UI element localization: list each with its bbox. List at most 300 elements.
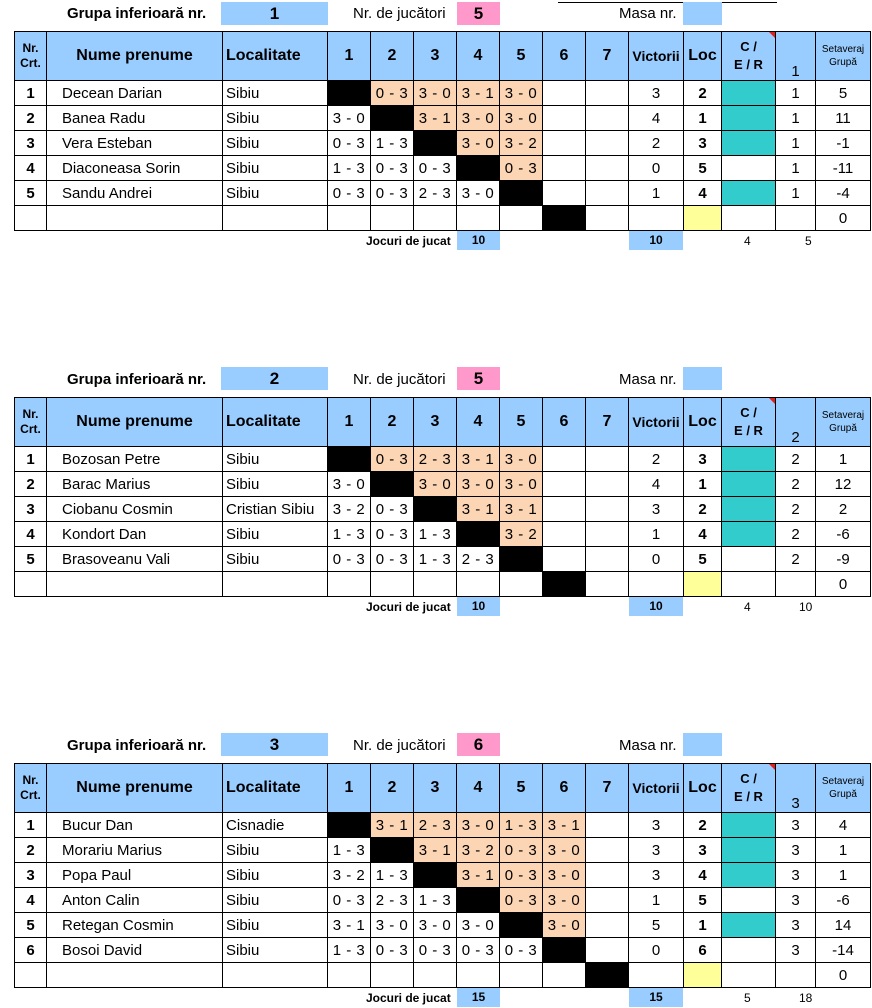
group-title-label: Grupa inferioară nr.: [67, 737, 207, 754]
player-name[interactable]: Banea Radu: [47, 106, 223, 131]
header-col-7: 7: [586, 398, 629, 447]
score-cell[interactable]: 0 - 3: [414, 938, 457, 963]
score-cell[interactable]: 3 - 0: [457, 106, 500, 131]
score-cell[interactable]: [543, 963, 586, 988]
score-cell[interactable]: [586, 497, 629, 522]
group-title-label: Grupa inferioară nr.: [67, 371, 207, 388]
header-col-4: 4: [457, 398, 500, 447]
setaveraj-cell: 0: [816, 963, 871, 988]
score-cell[interactable]: [586, 938, 629, 963]
score-cell[interactable]: [543, 447, 586, 472]
score-cell[interactable]: [543, 106, 586, 131]
player-name[interactable]: Diaconeasa Sorin: [47, 156, 223, 181]
setaveraj-cell: 14: [816, 913, 871, 938]
place-cell: 5: [684, 156, 722, 181]
status-cell[interactable]: [722, 156, 776, 181]
score-cell[interactable]: [586, 813, 629, 838]
row-nr: 4: [15, 888, 47, 913]
status-cell[interactable]: [722, 913, 776, 938]
score-cell[interactable]: [328, 572, 371, 597]
place-cell: 4: [684, 181, 722, 206]
score-cell[interactable]: 0 - 3: [371, 447, 414, 472]
setaveraj-cell: -9: [816, 547, 871, 572]
score-cell[interactable]: 0 - 3: [500, 863, 543, 888]
score-cell[interactable]: 3 - 0: [500, 472, 543, 497]
score-cell[interactable]: [328, 963, 371, 988]
row-nr: 1: [15, 447, 47, 472]
header-wins: Victorii: [629, 764, 684, 813]
group-id-cell: 3: [776, 913, 816, 938]
setaveraj-cell: 1: [816, 863, 871, 888]
score-cell[interactable]: [586, 913, 629, 938]
score-cell[interactable]: [328, 206, 371, 231]
table-number-label: Masa nr.: [619, 5, 677, 22]
score-cell[interactable]: 3 - 0: [457, 813, 500, 838]
group-id-cell: 2: [776, 547, 816, 572]
wins-cell: 3: [629, 81, 684, 106]
header-name: Nume prenume: [47, 32, 223, 81]
place-cell: 1: [684, 913, 722, 938]
player-locality[interactable]: [223, 572, 328, 597]
score-cell[interactable]: 0 - 3: [371, 181, 414, 206]
player-name[interactable]: Bucur Dan: [47, 813, 223, 838]
wins-cell: 0: [629, 547, 684, 572]
score-cell[interactable]: 1 - 3: [328, 522, 371, 547]
score-cell[interactable]: 3 - 0: [328, 106, 371, 131]
place-cell: 6: [684, 938, 722, 963]
games-to-play-value: 10: [457, 597, 500, 616]
score-cell[interactable]: 0 - 3: [500, 156, 543, 181]
score-cell[interactable]: [414, 572, 457, 597]
place-cell: 2: [684, 81, 722, 106]
score-cell[interactable]: [543, 156, 586, 181]
group-id-cell: 3: [776, 813, 816, 838]
score-cell[interactable]: 0 - 3: [371, 938, 414, 963]
player-locality[interactable]: Sibiu: [223, 181, 328, 206]
score-cell[interactable]: 1 - 3: [414, 888, 457, 913]
player-name[interactable]: Decean Darian: [47, 81, 223, 106]
table-header-row: [15, 764, 871, 813]
table-row: [15, 547, 871, 572]
score-cell[interactable]: 3 - 0: [457, 181, 500, 206]
score-cell[interactable]: [500, 963, 543, 988]
row-nr: 2: [15, 838, 47, 863]
score-cell[interactable]: 0 - 3: [500, 888, 543, 913]
player-name[interactable]: Vera Esteban: [47, 131, 223, 156]
header-col-7: 7: [586, 764, 629, 813]
score-cell[interactable]: [586, 447, 629, 472]
group-3-results-table: [14, 763, 871, 988]
self-match-cell: [328, 81, 371, 106]
score-cell[interactable]: [586, 206, 629, 231]
header-col-3: 3: [414, 32, 457, 81]
self-match-cell: [371, 106, 414, 131]
score-cell[interactable]: 1 - 3: [500, 813, 543, 838]
score-cell[interactable]: 2 - 3: [414, 813, 457, 838]
group-id-cell: 3: [776, 938, 816, 963]
player-name[interactable]: Brasoveanu Vali: [47, 547, 223, 572]
header-col-6: 6: [543, 398, 586, 447]
status-cell[interactable]: [722, 938, 776, 963]
score-cell[interactable]: 0 - 3: [328, 131, 371, 156]
score-cell[interactable]: 3 - 1: [328, 913, 371, 938]
score-cell[interactable]: 3 - 0: [543, 863, 586, 888]
setaveraj-cell: -4: [816, 181, 871, 206]
place-cell: 2: [684, 813, 722, 838]
table-row: [15, 863, 871, 888]
status-cell[interactable]: [722, 963, 776, 988]
player-name[interactable]: Retegan Cosmin: [47, 913, 223, 938]
games-to-play-label: Jocuri de jucat: [366, 600, 451, 614]
cer-total-value: 5: [744, 991, 751, 1005]
players-count-cell[interactable]: 5: [457, 367, 500, 390]
group-number-cell[interactable]: 2: [221, 367, 328, 390]
player-locality[interactable]: Sibiu: [223, 547, 328, 572]
score-cell[interactable]: 3 - 0: [500, 106, 543, 131]
score-cell[interactable]: 3 - 0: [328, 472, 371, 497]
table-row: [15, 938, 871, 963]
status-cell[interactable]: [722, 547, 776, 572]
score-cell[interactable]: [543, 522, 586, 547]
player-locality[interactable]: Sibiu: [223, 888, 328, 913]
player-locality[interactable]: Cisnadie: [223, 813, 328, 838]
score-cell[interactable]: 0 - 3: [371, 81, 414, 106]
players-count-cell[interactable]: 5: [457, 2, 500, 25]
table-row: [15, 838, 871, 863]
place-cell: [684, 572, 722, 597]
score-cell[interactable]: [414, 206, 457, 231]
score-cell[interactable]: [543, 81, 586, 106]
place-cell: 3: [684, 838, 722, 863]
header-col-1: 1: [328, 398, 371, 447]
table-number-label: Masa nr.: [619, 737, 677, 754]
score-cell[interactable]: 3 - 0: [457, 913, 500, 938]
group-id-cell: 3: [776, 863, 816, 888]
player-name[interactable]: [47, 963, 223, 988]
header-setaveraj: Setaveraj Grupă: [816, 764, 871, 813]
player-locality[interactable]: [223, 963, 328, 988]
row-nr: 2: [15, 472, 47, 497]
score-cell[interactable]: [371, 206, 414, 231]
status-cell[interactable]: [722, 572, 776, 597]
player-locality[interactable]: Cristian Sibiu: [223, 497, 328, 522]
player-locality[interactable]: Sibiu: [223, 863, 328, 888]
self-match-cell: [543, 206, 586, 231]
score-cell[interactable]: 3 - 0: [414, 913, 457, 938]
status-cell[interactable]: [722, 472, 776, 497]
score-cell[interactable]: 0 - 3: [500, 938, 543, 963]
score-cell[interactable]: 3 - 0: [500, 81, 543, 106]
header-col-1: 1: [328, 32, 371, 81]
header-nr-crt: Nr. Crt.: [15, 32, 47, 81]
player-locality[interactable]: Sibiu: [223, 106, 328, 131]
player-locality[interactable]: Sibiu: [223, 522, 328, 547]
table-row: [15, 888, 871, 913]
setaveraj-cell: -11: [816, 156, 871, 181]
score-cell[interactable]: [457, 963, 500, 988]
comment-marker-icon[interactable]: [769, 32, 775, 38]
score-cell[interactable]: 1 - 3: [371, 863, 414, 888]
setaveraj-cell: -1: [816, 131, 871, 156]
score-cell[interactable]: 3 - 0: [414, 81, 457, 106]
table-row: [15, 156, 871, 181]
player-locality[interactable]: Sibiu: [223, 447, 328, 472]
status-cell[interactable]: [722, 497, 776, 522]
score-cell[interactable]: 3 - 1: [457, 447, 500, 472]
self-match-cell: [414, 131, 457, 156]
player-locality[interactable]: Sibiu: [223, 131, 328, 156]
score-cell[interactable]: [543, 131, 586, 156]
score-cell[interactable]: 3 - 1: [457, 81, 500, 106]
player-locality[interactable]: [223, 206, 328, 231]
header-col-2: 2: [371, 32, 414, 81]
setaveraj-cell: 2: [816, 497, 871, 522]
score-cell[interactable]: 1 - 3: [371, 131, 414, 156]
wins-cell: 1: [629, 522, 684, 547]
group-id-cell: 1: [776, 181, 816, 206]
row-nr: 4: [15, 522, 47, 547]
header-nr-crt: Nr. Crt.: [15, 398, 47, 447]
wins-total-value: 10: [629, 597, 683, 616]
score-cell[interactable]: 0 - 3: [414, 156, 457, 181]
score-cell[interactable]: 3 - 1: [371, 813, 414, 838]
score-cell[interactable]: 3 - 2: [500, 522, 543, 547]
score-cell[interactable]: 3 - 2: [328, 863, 371, 888]
setaveraj-cell: 0: [816, 206, 871, 231]
status-cell[interactable]: [722, 863, 776, 888]
place-cell: [684, 206, 722, 231]
players-count-cell[interactable]: 6: [457, 733, 500, 756]
header-place: Loc: [684, 764, 722, 813]
score-cell[interactable]: 2 - 3: [414, 447, 457, 472]
status-cell[interactable]: [722, 447, 776, 472]
score-cell[interactable]: 3 - 1: [500, 497, 543, 522]
score-cell[interactable]: 2 - 3: [414, 181, 457, 206]
score-cell[interactable]: [586, 106, 629, 131]
player-locality[interactable]: Sibiu: [223, 81, 328, 106]
score-cell[interactable]: 0 - 3: [371, 547, 414, 572]
score-cell[interactable]: [371, 572, 414, 597]
header-setaveraj: Setaveraj Grupă: [816, 398, 871, 447]
setaveraj-cell: 12: [816, 472, 871, 497]
score-cell[interactable]: [586, 572, 629, 597]
score-cell[interactable]: [500, 572, 543, 597]
player-locality[interactable]: Sibiu: [223, 156, 328, 181]
score-cell[interactable]: [586, 181, 629, 206]
score-cell[interactable]: [543, 497, 586, 522]
score-cell[interactable]: 3 - 0: [457, 131, 500, 156]
status-cell[interactable]: [722, 206, 776, 231]
score-cell[interactable]: 1 - 3: [328, 156, 371, 181]
score-cell[interactable]: 3 - 2: [457, 838, 500, 863]
player-name[interactable]: Sandu Andrei: [47, 181, 223, 206]
score-cell[interactable]: 3 - 1: [414, 106, 457, 131]
games-to-play-label: Jocuri de jucat: [366, 991, 451, 1005]
score-cell[interactable]: [371, 963, 414, 988]
score-cell[interactable]: 3 - 0: [500, 447, 543, 472]
header-col-5: 5: [500, 32, 543, 81]
place-cell: 4: [684, 522, 722, 547]
status-cell[interactable]: [722, 131, 776, 156]
status-cell[interactable]: [722, 181, 776, 206]
score-cell[interactable]: 0 - 3: [500, 838, 543, 863]
header-col-3: 3: [414, 398, 457, 447]
score-cell[interactable]: 0 - 3: [371, 522, 414, 547]
header-col-3: 3: [414, 764, 457, 813]
player-name[interactable]: Morariu Marius: [47, 838, 223, 863]
status-cell[interactable]: [722, 81, 776, 106]
group-number-cell[interactable]: 1: [221, 2, 328, 25]
status-cell[interactable]: [722, 106, 776, 131]
players-count-label: Nr. de jucători: [353, 371, 446, 388]
status-cell[interactable]: [722, 522, 776, 547]
score-cell[interactable]: [500, 206, 543, 231]
wins-total-value: 15: [629, 988, 683, 1007]
header-place: Loc: [684, 398, 722, 447]
score-cell[interactable]: 1 - 3: [414, 522, 457, 547]
player-name[interactable]: Ciobanu Cosmin: [47, 497, 223, 522]
player-name[interactable]: Bozosan Petre: [47, 447, 223, 472]
wins-cell: 2: [629, 131, 684, 156]
score-cell[interactable]: 3 - 0: [543, 888, 586, 913]
table-row: [15, 497, 871, 522]
setaveraj-cell: 1: [816, 838, 871, 863]
group-id-cell: [776, 963, 816, 988]
score-cell[interactable]: 3 - 2: [328, 497, 371, 522]
status-cell[interactable]: [722, 888, 776, 913]
player-name[interactable]: [47, 572, 223, 597]
score-cell[interactable]: [414, 963, 457, 988]
place-cell: 4: [684, 863, 722, 888]
header-locality: Localitate: [223, 764, 328, 813]
player-locality[interactable]: Sibiu: [223, 938, 328, 963]
score-cell[interactable]: 3 - 2: [500, 131, 543, 156]
score-cell[interactable]: 1 - 3: [328, 938, 371, 963]
score-cell[interactable]: [586, 472, 629, 497]
wins-cell: 5: [629, 913, 684, 938]
player-name[interactable]: Anton Calin: [47, 888, 223, 913]
score-cell[interactable]: [543, 472, 586, 497]
score-cell[interactable]: [457, 206, 500, 231]
cer-total-value: 4: [744, 234, 751, 248]
score-cell[interactable]: [457, 572, 500, 597]
score-cell[interactable]: 1 - 3: [328, 838, 371, 863]
score-cell[interactable]: 3 - 0: [414, 472, 457, 497]
header-col-2: 2: [371, 764, 414, 813]
score-cell[interactable]: 3 - 1: [414, 838, 457, 863]
player-locality[interactable]: Sibiu: [223, 913, 328, 938]
player-name[interactable]: Kondort Dan: [47, 522, 223, 547]
player-locality[interactable]: Sibiu: [223, 838, 328, 863]
comment-marker-icon[interactable]: [769, 398, 775, 404]
row-nr: 6: [15, 938, 47, 963]
score-cell[interactable]: 0 - 3: [371, 156, 414, 181]
table-row: [15, 181, 871, 206]
self-match-cell: [371, 472, 414, 497]
group-id-cell: [776, 206, 816, 231]
setaveraj-cell: -14: [816, 938, 871, 963]
score-cell[interactable]: [586, 838, 629, 863]
player-name[interactable]: [47, 206, 223, 231]
score-cell[interactable]: 0 - 3: [371, 497, 414, 522]
score-cell[interactable]: 1 - 3: [414, 547, 457, 572]
setaveraj-cell: 4: [816, 813, 871, 838]
score-cell[interactable]: 2 - 3: [457, 547, 500, 572]
score-cell[interactable]: 3 - 1: [457, 497, 500, 522]
score-cell[interactable]: 2 - 3: [371, 888, 414, 913]
table-number-cell[interactable]: [683, 733, 722, 756]
group-id-cell: 2: [776, 447, 816, 472]
table-row: [15, 472, 871, 497]
score-cell[interactable]: 0 - 3: [328, 181, 371, 206]
header-cer: C / E / R: [722, 32, 776, 81]
header-col-5: 5: [500, 398, 543, 447]
group-title-label: Grupa inferioară nr.: [67, 5, 207, 22]
score-cell[interactable]: 0 - 3: [457, 938, 500, 963]
self-match-cell: [328, 813, 371, 838]
score-cell[interactable]: 0 - 3: [328, 888, 371, 913]
place-cell: 3: [684, 131, 722, 156]
header-group-number: 1: [776, 32, 816, 81]
score-cell[interactable]: [586, 131, 629, 156]
comment-marker-icon[interactable]: [769, 764, 775, 770]
group-number-cell[interactable]: 3: [221, 733, 328, 756]
score-cell[interactable]: [586, 81, 629, 106]
row-nr: 5: [15, 913, 47, 938]
group-id-cell: 1: [776, 156, 816, 181]
header-locality: Localitate: [223, 398, 328, 447]
table-row: [15, 447, 871, 472]
row-nr: 3: [15, 497, 47, 522]
score-cell[interactable]: [586, 888, 629, 913]
self-match-cell: [500, 913, 543, 938]
score-cell[interactable]: [586, 522, 629, 547]
group-id-cell: 1: [776, 81, 816, 106]
self-match-cell: [543, 572, 586, 597]
score-cell[interactable]: [586, 156, 629, 181]
place-cell: 2: [684, 497, 722, 522]
score-cell[interactable]: [543, 181, 586, 206]
header-place: Loc: [684, 32, 722, 81]
cer-total-value: 4: [744, 600, 751, 614]
table-row-empty: [15, 206, 871, 231]
score-cell[interactable]: 3 - 0: [371, 913, 414, 938]
status-cell[interactable]: [722, 813, 776, 838]
header-col-6: 6: [543, 32, 586, 81]
table-number-cell[interactable]: [683, 367, 722, 390]
score-cell[interactable]: [586, 547, 629, 572]
player-name[interactable]: Bosoi David: [47, 938, 223, 963]
wins-cell: 3: [629, 813, 684, 838]
player-locality[interactable]: Sibiu: [223, 472, 328, 497]
player-name[interactable]: Popa Paul: [47, 863, 223, 888]
player-name[interactable]: Barac Marius: [47, 472, 223, 497]
header-setaveraj: Setaveraj Grupă: [816, 32, 871, 81]
status-cell[interactable]: [722, 838, 776, 863]
games-to-play-value: 10: [457, 231, 500, 250]
score-cell[interactable]: 3 - 1: [457, 863, 500, 888]
table-number-cell[interactable]: [683, 2, 722, 25]
wins-cell: [629, 572, 684, 597]
score-cell[interactable]: 3 - 1: [543, 813, 586, 838]
score-cell[interactable]: [586, 863, 629, 888]
players-count-label: Nr. de jucători: [353, 5, 446, 22]
score-cell[interactable]: 3 - 0: [543, 913, 586, 938]
score-cell[interactable]: 3 - 0: [543, 838, 586, 863]
score-cell[interactable]: 3 - 0: [457, 472, 500, 497]
score-cell[interactable]: [543, 547, 586, 572]
score-cell[interactable]: 0 - 3: [328, 547, 371, 572]
